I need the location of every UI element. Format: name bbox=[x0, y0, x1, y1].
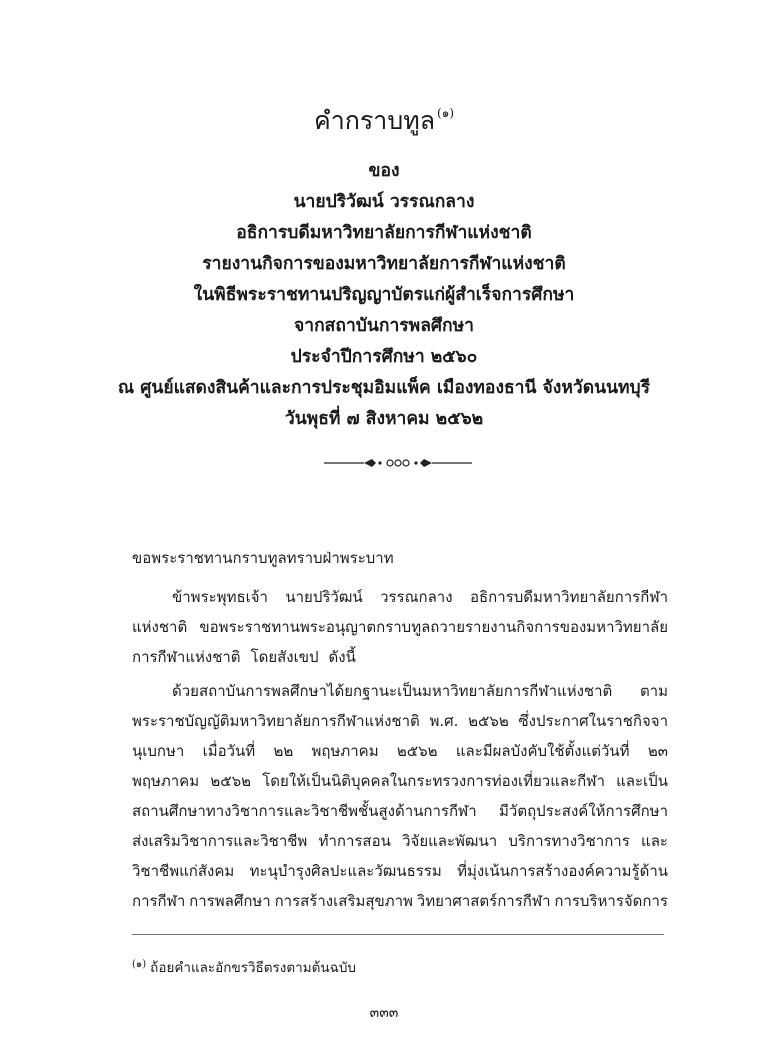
word: ๒๓ bbox=[647, 742, 668, 760]
heading-line: นายปริวัฒน์ วรรณกลาง bbox=[293, 192, 475, 212]
footnote-marker: (๑) bbox=[132, 959, 147, 970]
paragraph-line bbox=[132, 582, 668, 612]
paragraph-line bbox=[132, 736, 668, 766]
footnote-text: ถ้อยคำและอักขรวิธีตรงตามต้นฉบับ bbox=[150, 960, 356, 976]
page-number: ๓๓๓ bbox=[369, 1005, 399, 1021]
word: ๒๒ bbox=[273, 742, 294, 760]
word: อธิการบดีมหาวิทยาลัยการกีฬา bbox=[469, 588, 668, 606]
word: พฤษภาคม bbox=[132, 772, 200, 790]
heading-line: รายงานกิจการของมหาวิทยาลัยการกีฬาแห่งชาติ bbox=[202, 254, 566, 274]
word: และมีผลบังคับใช้ตั้งแต่วันที่ bbox=[455, 742, 630, 760]
word: วิจัยและพัฒนา bbox=[402, 832, 498, 850]
paragraph-line bbox=[132, 642, 668, 672]
paragraph-line bbox=[132, 796, 668, 826]
word: ๒๕๖๒ bbox=[468, 712, 509, 730]
word: วิชาชีพแก่สังคม bbox=[132, 862, 235, 880]
word: ทะนุบำรุงศิลปะและวัฒนธรรม bbox=[249, 862, 442, 880]
word: นุเบกษา bbox=[132, 742, 185, 760]
footnote-divider bbox=[132, 934, 664, 935]
word: วรรณกลาง bbox=[380, 588, 453, 606]
greeting-line: ขอพระราชทานกราบทูลทราบฝ่าพระบาท bbox=[132, 549, 394, 567]
word: การบริหารจัดการ bbox=[554, 892, 668, 910]
word: การพลศึกษา bbox=[189, 892, 271, 910]
word: พ.ศ. bbox=[429, 712, 459, 730]
heading-line: ประจำปีการศึกษา ๒๕๖๐ bbox=[290, 347, 478, 367]
word: การสร้างเสริมสุขภาพ bbox=[274, 892, 413, 910]
word: มีวัตถุประสงค์ให้การศึกษา bbox=[499, 802, 668, 820]
word: แห่งชาติ bbox=[132, 618, 188, 636]
word: พระราชบัญญัติมหาวิทยาลัยการกีฬาแห่งชาติ bbox=[132, 712, 420, 730]
paragraph-line bbox=[132, 612, 668, 642]
heading-line: ของ bbox=[368, 161, 400, 181]
paragraph-line bbox=[132, 886, 668, 916]
paragraph-1 bbox=[132, 582, 668, 672]
paragraph-line bbox=[132, 826, 668, 856]
paragraph-line bbox=[132, 856, 668, 886]
word: ขอพระราชทานพระอนุญาตกราบทูลถวายรายงานกิจการของมหาวิทยาลัย bbox=[199, 618, 668, 636]
heading-line: จากสถาบันการพลศึกษา bbox=[294, 316, 474, 336]
heading-line: ณ ศูนย์แสดงสินค้าและการประชุมอิมแพ็ค เมืองทองธานี จังหวัดนนทบุรี bbox=[117, 378, 651, 398]
heading-line: ในพิธีพระราชทานปริญญาบัตรแก่ผู้สำเร็จการศึกษา bbox=[193, 285, 575, 305]
title-footnote-marker: (๑) bbox=[437, 106, 455, 120]
word: ๒๕๖๒ bbox=[396, 742, 438, 760]
word: บริการทางวิชาการ bbox=[508, 832, 630, 850]
word: นายปริวัฒน์ bbox=[285, 588, 363, 606]
paragraph-line bbox=[132, 766, 668, 796]
word: การกีฬาแห่งชาติ bbox=[132, 648, 241, 666]
paragraph-line bbox=[132, 676, 668, 706]
word: และ bbox=[641, 832, 668, 850]
word: ที่มุ่งเน้นการสร้างองค์ความรู้ด้าน bbox=[457, 862, 668, 880]
word: ทำการสอน bbox=[318, 832, 391, 850]
heading-line: อธิการบดีมหาวิทยาลัยการกีฬาแห่งชาติ bbox=[236, 223, 532, 243]
word: ข้าพระพุทธเจ้า bbox=[172, 588, 268, 606]
paragraph-line bbox=[132, 706, 668, 736]
word: สถานศึกษาทางวิชาการและวิชาชีพชั้นสูงด้านการกีฬา bbox=[132, 802, 477, 820]
document-title bbox=[0, 96, 768, 138]
footnote bbox=[132, 956, 356, 978]
word: ซึ่งประกาศในราชกิจจา bbox=[518, 712, 668, 730]
heading-line: วันพุธที่ ๗ สิงหาคม ๒๕๖๒ bbox=[284, 409, 484, 429]
ornament-divider-icon bbox=[324, 455, 472, 471]
word: พฤษภาคม bbox=[311, 742, 379, 760]
word: เมื่อวันที่ bbox=[202, 742, 256, 760]
word: โดยให้เป็นนิติบุคคลในกระทรวงการท่องเที่ยวและกีฬา bbox=[262, 772, 605, 790]
word: ส่งเสริมวิชาการและวิชาชีพ bbox=[132, 832, 308, 850]
word: ดังนี้ bbox=[328, 648, 356, 666]
word: ด้วยสถาบันการพลศึกษาได้ยกฐานะเป็นมหาวิทยาลัยการกีฬาแห่งชาติ bbox=[172, 682, 613, 700]
paragraph-2 bbox=[132, 676, 668, 916]
word: ตาม bbox=[639, 682, 668, 700]
heading-block bbox=[0, 156, 768, 435]
word: วิทยาศาสตร์การกีฬา bbox=[416, 892, 551, 910]
title-text: คำกราบทูล bbox=[313, 106, 436, 135]
word: ๒๕๖๒ bbox=[210, 772, 251, 790]
word: และเป็น bbox=[616, 772, 668, 790]
word: โดยสังเขป bbox=[250, 648, 319, 666]
word: การกีฬา bbox=[132, 892, 186, 910]
